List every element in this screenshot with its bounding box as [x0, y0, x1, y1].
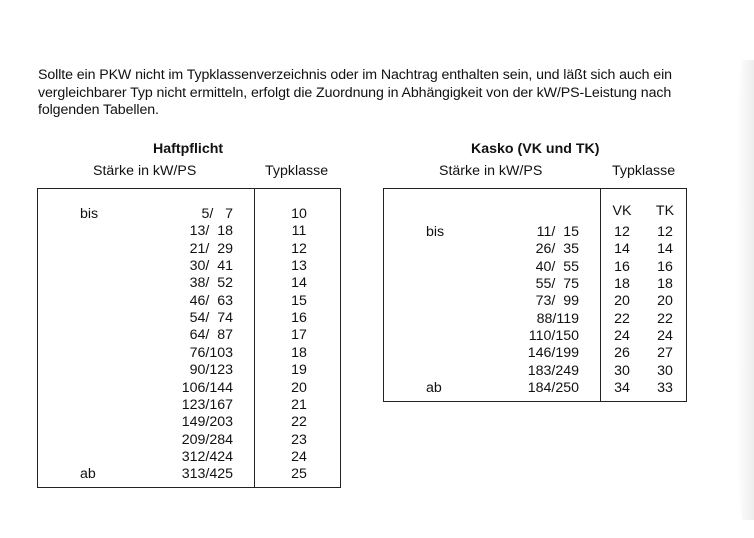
power-range: 21/ 29 — [189, 240, 233, 257]
type-class-vk: 22 — [614, 310, 630, 327]
type-class: 11 — [291, 223, 307, 240]
intro-line-2: vergleichbarer Typ nicht ermitteln, erfolgt die Zuordnung in Abhängigkeit von der kW/PS-Leistung nach — [38, 84, 672, 101]
table-row — [38, 310, 340, 327]
intro-line-3: folgenden Tabellen. — [38, 102, 159, 118]
power-range: 40/ 55 — [535, 258, 579, 275]
range-prefix: ab — [80, 466, 96, 483]
power-range: 313/425 — [181, 466, 233, 483]
power-range: 30/ 41 — [189, 258, 233, 275]
kasko-col-vk: VK — [612, 203, 632, 219]
table-row — [38, 345, 340, 362]
table-row — [38, 223, 340, 240]
type-class: 16 — [291, 310, 307, 327]
power-range: 11/ 15 — [536, 224, 579, 240]
table-row — [38, 449, 340, 466]
type-class-tk: 18 — [657, 276, 673, 293]
table-row — [38, 380, 340, 397]
range-prefix: ab — [426, 380, 442, 397]
type-class-vk: 20 — [614, 293, 630, 310]
type-class-vk: 12 — [614, 224, 630, 240]
power-range: 13/ 18 — [189, 223, 233, 240]
haftpflicht-col-class: Typklasse — [265, 163, 329, 179]
type-class-tk: 33 — [657, 380, 673, 397]
power-range: 184/250 — [527, 380, 579, 397]
type-class-vk: 30 — [614, 362, 630, 379]
type-class-vk: 26 — [614, 345, 630, 362]
table-row — [38, 414, 340, 431]
type-class: 18 — [291, 344, 307, 361]
intro-line-1: Sollte ein PKW nicht im Typklassenverzeichnis oder im Nachtrag enthalten sein, und läßt sich auch ein — [38, 67, 672, 83]
table-row — [38, 466, 340, 483]
table-row — [384, 328, 686, 345]
range-prefix: bis — [80, 206, 99, 222]
type-class-vk: 16 — [614, 258, 630, 275]
table-row — [384, 311, 686, 328]
kasko-col-class: Typklasse — [612, 163, 676, 179]
table-row — [38, 241, 340, 258]
type-class: 21 — [291, 396, 307, 413]
kasko-subheader-row — [384, 203, 686, 220]
table-row — [384, 363, 686, 380]
type-class: 19 — [291, 362, 307, 379]
type-class: 22 — [291, 414, 307, 431]
table-row — [384, 241, 686, 258]
power-range: 76/103 — [189, 344, 233, 361]
range-prefix: bis — [426, 224, 445, 240]
power-range: 64/ 87 — [189, 327, 233, 344]
power-range: 46/ 63 — [189, 292, 233, 309]
type-class-vk: 34 — [614, 380, 630, 397]
table-row — [38, 206, 340, 223]
type-class-tk: 24 — [657, 328, 673, 345]
power-range: 183/249 — [527, 362, 579, 379]
power-range: 110/150 — [528, 328, 579, 345]
type-class-vk: 18 — [614, 276, 630, 293]
table-row — [38, 432, 340, 449]
table-row — [384, 380, 686, 397]
power-range: 73/ 99 — [535, 293, 579, 310]
type-class-vk: 24 — [614, 328, 630, 345]
type-class: 12 — [291, 240, 307, 257]
table-row — [38, 275, 340, 292]
page-edge-shadow — [736, 60, 754, 520]
type-class-tk: 22 — [657, 310, 673, 327]
power-range: 146/199 — [527, 345, 579, 362]
type-class: 25 — [291, 466, 307, 483]
power-range: 55/ 75 — [535, 276, 579, 293]
table-row — [38, 258, 340, 275]
type-class: 23 — [291, 431, 307, 448]
table-row — [384, 276, 686, 293]
type-class: 20 — [291, 379, 307, 396]
type-class: 17 — [291, 327, 307, 344]
power-range: 149/203 — [181, 414, 233, 431]
kasko-table — [383, 188, 687, 402]
type-class: 24 — [291, 448, 307, 465]
table-row — [384, 224, 686, 241]
power-range: 123/167 — [181, 396, 233, 413]
type-class-tk: 20 — [657, 293, 673, 310]
haftpflicht-col-power: Stärke in kW/PS — [93, 163, 197, 179]
type-class-tk: 12 — [657, 224, 673, 240]
table-row — [38, 327, 340, 344]
power-range: 26/ 35 — [535, 241, 579, 258]
power-range: 90/123 — [189, 362, 233, 379]
type-class-tk: 14 — [657, 241, 673, 258]
kasko-col-tk: TK — [655, 203, 675, 219]
type-class-vk: 14 — [614, 241, 630, 258]
type-class: 13 — [291, 258, 307, 275]
power-range: 209/284 — [181, 431, 233, 448]
power-range: 54/ 74 — [189, 310, 233, 327]
table-row — [384, 259, 686, 276]
power-range: 38/ 52 — [189, 275, 233, 292]
power-range: 106/144 — [181, 379, 233, 396]
power-range: 88/119 — [536, 310, 579, 327]
table-row — [38, 362, 340, 379]
type-class-tk: 16 — [657, 258, 673, 275]
type-class: 15 — [291, 292, 307, 309]
kasko-col-power: Stärke in kW/PS — [439, 163, 543, 179]
table-row — [38, 397, 340, 414]
type-class-tk: 30 — [657, 362, 673, 379]
table-row — [38, 293, 340, 310]
haftpflicht-title: Haftpflicht — [153, 141, 224, 157]
intro-paragraph — [38, 67, 718, 120]
table-row — [384, 293, 686, 310]
haftpflicht-table — [37, 188, 341, 488]
type-class: 10 — [291, 206, 307, 222]
table-row — [384, 345, 686, 362]
kasko-title: Kasko (VK und TK) — [471, 141, 600, 157]
power-range: 312/424 — [181, 448, 233, 465]
type-class-tk: 27 — [657, 345, 673, 362]
type-class: 14 — [291, 275, 307, 292]
power-range: 5/ 7 — [201, 206, 233, 222]
